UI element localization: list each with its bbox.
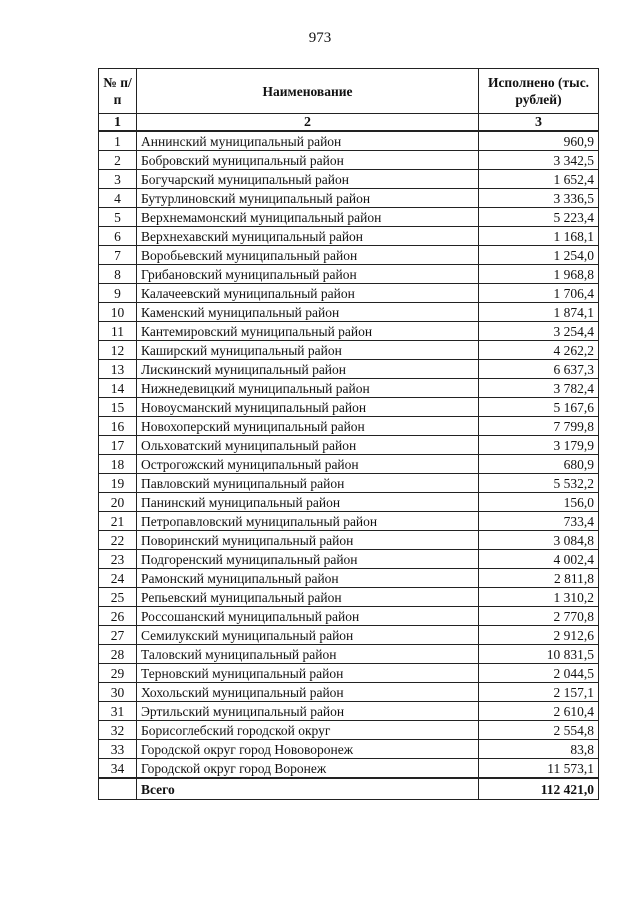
table-row	[99, 265, 599, 284]
row-number: 23	[99, 550, 137, 569]
row-number: 3	[99, 170, 137, 189]
table-row	[99, 645, 599, 664]
row-amount: 4 002,4	[479, 550, 599, 569]
row-name: Лискинский муниципальный район	[137, 360, 479, 379]
row-number: 7	[99, 246, 137, 265]
table-row	[99, 131, 599, 151]
table-row	[99, 683, 599, 702]
row-number: 21	[99, 512, 137, 531]
row-name: Поворинский муниципальный район	[137, 531, 479, 550]
budget-table	[98, 68, 599, 800]
row-number: 33	[99, 740, 137, 759]
table-row	[99, 588, 599, 607]
row-amount: 5 532,2	[479, 474, 599, 493]
row-amount: 1 168,1	[479, 227, 599, 246]
table-row	[99, 740, 599, 759]
table-row	[99, 151, 599, 170]
row-amount: 1 706,4	[479, 284, 599, 303]
table-row	[99, 322, 599, 341]
row-number: 16	[99, 417, 137, 436]
column-index-3: 3	[479, 114, 599, 132]
row-amount: 6 637,3	[479, 360, 599, 379]
row-number: 29	[99, 664, 137, 683]
row-number: 25	[99, 588, 137, 607]
row-amount: 10 831,5	[479, 645, 599, 664]
row-amount: 1 652,4	[479, 170, 599, 189]
row-name: Калачеевский муниципальный район	[137, 284, 479, 303]
row-number: 22	[99, 531, 137, 550]
row-amount: 3 084,8	[479, 531, 599, 550]
row-name: Панинский муниципальный район	[137, 493, 479, 512]
row-name: Бобровский муниципальный район	[137, 151, 479, 170]
row-name: Рамонский муниципальный район	[137, 569, 479, 588]
table-header	[99, 69, 599, 132]
row-name: Грибановский муниципальный район	[137, 265, 479, 284]
row-amount: 1 254,0	[479, 246, 599, 265]
row-amount: 1 968,8	[479, 265, 599, 284]
row-number: 12	[99, 341, 137, 360]
row-name: Богучарский муниципальный район	[137, 170, 479, 189]
table-row	[99, 512, 599, 531]
row-amount: 2 610,4	[479, 702, 599, 721]
column-index-1: 1	[99, 114, 137, 132]
row-amount: 1 874,1	[479, 303, 599, 322]
row-name: Нижнедевицкий муниципальный район	[137, 379, 479, 398]
header-amount: Исполнено (тыс. рублей)	[479, 69, 599, 114]
row-number: 13	[99, 360, 137, 379]
table-row	[99, 284, 599, 303]
row-number: 31	[99, 702, 137, 721]
row-amount: 2 912,6	[479, 626, 599, 645]
row-number: 26	[99, 607, 137, 626]
row-number: 1	[99, 131, 137, 151]
row-name: Городской округ город Воронеж	[137, 759, 479, 779]
row-amount: 3 179,9	[479, 436, 599, 455]
row-name: Терновский муниципальный район	[137, 664, 479, 683]
row-number: 15	[99, 398, 137, 417]
row-amount: 2 770,8	[479, 607, 599, 626]
row-number: 6	[99, 227, 137, 246]
row-amount: 733,4	[479, 512, 599, 531]
row-amount: 3 782,4	[479, 379, 599, 398]
table-row	[99, 721, 599, 740]
row-name: Верхнехавский муниципальный район	[137, 227, 479, 246]
row-name: Борисоглебский городской округ	[137, 721, 479, 740]
row-number: 27	[99, 626, 137, 645]
row-number: 14	[99, 379, 137, 398]
row-name: Петропавловский муниципальный район	[137, 512, 479, 531]
row-number: 32	[99, 721, 137, 740]
total-num-cell	[99, 778, 137, 800]
row-name: Острогожский муниципальный район	[137, 455, 479, 474]
table-row	[99, 626, 599, 645]
row-name: Семилукский муниципальный район	[137, 626, 479, 645]
row-amount: 2 811,8	[479, 569, 599, 588]
table-row	[99, 303, 599, 322]
table-row	[99, 246, 599, 265]
row-number: 10	[99, 303, 137, 322]
row-number: 30	[99, 683, 137, 702]
header-name: Наименование	[137, 69, 479, 114]
row-name: Каменский муниципальный район	[137, 303, 479, 322]
row-amount: 4 262,2	[479, 341, 599, 360]
table-row	[99, 398, 599, 417]
row-number: 11	[99, 322, 137, 341]
row-number: 28	[99, 645, 137, 664]
row-number: 5	[99, 208, 137, 227]
row-amount: 83,8	[479, 740, 599, 759]
table-row	[99, 493, 599, 512]
table-row	[99, 341, 599, 360]
table-row	[99, 759, 599, 779]
row-number: 18	[99, 455, 137, 474]
row-name: Новоусманский муниципальный район	[137, 398, 479, 417]
row-name: Эртильский муниципальный район	[137, 702, 479, 721]
row-number: 24	[99, 569, 137, 588]
row-name: Таловский муниципальный район	[137, 645, 479, 664]
table-row	[99, 607, 599, 626]
row-amount: 680,9	[479, 455, 599, 474]
row-number: 4	[99, 189, 137, 208]
table-row	[99, 360, 599, 379]
table-row	[99, 569, 599, 588]
row-amount: 2 157,1	[479, 683, 599, 702]
row-name: Каширский муниципальный район	[137, 341, 479, 360]
row-name: Ольховатский муниципальный район	[137, 436, 479, 455]
row-number: 17	[99, 436, 137, 455]
row-name: Верхнемамонский муниципальный район	[137, 208, 479, 227]
row-amount: 3 254,4	[479, 322, 599, 341]
row-number: 34	[99, 759, 137, 779]
total-row	[99, 778, 599, 800]
row-amount: 11 573,1	[479, 759, 599, 779]
row-number: 20	[99, 493, 137, 512]
table-row	[99, 189, 599, 208]
row-name: Бутурлиновский муниципальный район	[137, 189, 479, 208]
table-row	[99, 455, 599, 474]
row-name: Воробьевский муниципальный район	[137, 246, 479, 265]
row-amount: 3 342,5	[479, 151, 599, 170]
row-name: Россошанский муниципальный район	[137, 607, 479, 626]
row-name: Подгоренский муниципальный район	[137, 550, 479, 569]
table-row	[99, 702, 599, 721]
page-number: 973	[308, 30, 332, 46]
table-row	[99, 474, 599, 493]
row-amount: 1 310,2	[479, 588, 599, 607]
table-row	[99, 664, 599, 683]
row-amount: 960,9	[479, 131, 599, 151]
total-label: Всего	[137, 778, 479, 800]
row-amount: 7 799,8	[479, 417, 599, 436]
table-row	[99, 436, 599, 455]
row-number: 2	[99, 151, 137, 170]
row-name: Павловский муниципальный район	[137, 474, 479, 493]
table-row	[99, 208, 599, 227]
row-amount: 156,0	[479, 493, 599, 512]
row-number: 19	[99, 474, 137, 493]
row-amount: 5 223,4	[479, 208, 599, 227]
column-index-2: 2	[137, 114, 479, 132]
table-row	[99, 227, 599, 246]
header-num: № п/п	[99, 69, 137, 114]
row-name: Репьевский муниципальный район	[137, 588, 479, 607]
table-row	[99, 417, 599, 436]
table-row	[99, 379, 599, 398]
table-row	[99, 170, 599, 189]
total-amount: 112 421,0	[479, 778, 599, 800]
row-name: Аннинский муниципальный район	[137, 131, 479, 151]
row-number: 8	[99, 265, 137, 284]
table-body	[99, 131, 599, 778]
table-row	[99, 531, 599, 550]
row-number: 9	[99, 284, 137, 303]
row-amount: 3 336,5	[479, 189, 599, 208]
row-amount: 2 044,5	[479, 664, 599, 683]
row-name: Хохольский муниципальный район	[137, 683, 479, 702]
row-name: Кантемировский муниципальный район	[137, 322, 479, 341]
row-name: Городской округ город Нововоронеж	[137, 740, 479, 759]
table-row	[99, 550, 599, 569]
row-amount: 2 554,8	[479, 721, 599, 740]
row-amount: 5 167,6	[479, 398, 599, 417]
row-name: Новохоперский муниципальный район	[137, 417, 479, 436]
